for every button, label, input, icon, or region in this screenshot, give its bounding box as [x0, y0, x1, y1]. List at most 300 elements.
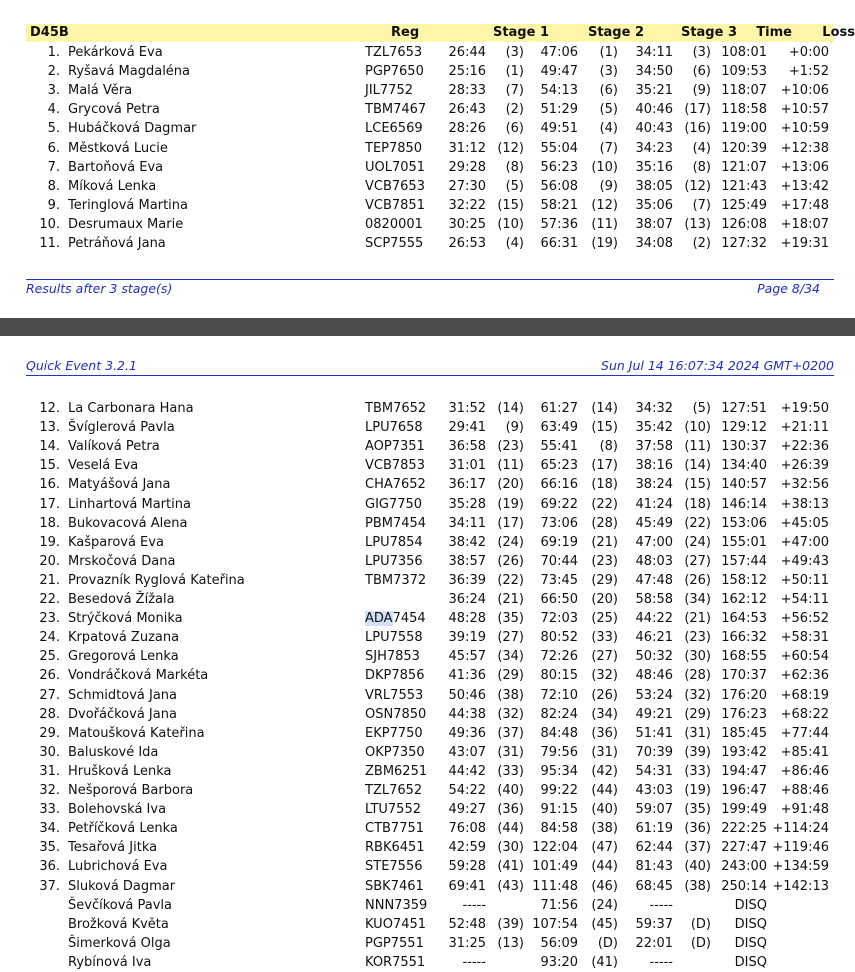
stage3-time: 58:58	[635, 592, 673, 607]
total-time: 176:23	[721, 706, 767, 722]
stage1-position: (35)	[497, 611, 524, 627]
stage3-position: (34)	[684, 592, 711, 607]
stage3-time: 22:01	[635, 935, 673, 951]
stage3-time: 35:16	[635, 159, 673, 175]
stage1-time: 49:27	[448, 802, 486, 818]
competitor-name: Rybínová Iva	[68, 954, 152, 970]
rank: 19.	[39, 534, 60, 550]
total-time: 121:07	[721, 159, 767, 175]
stage3-position: (23)	[684, 630, 711, 646]
competitor-name: Kašparová Eva	[68, 534, 164, 550]
stage3-time: 41:24	[635, 496, 673, 512]
competitor-name: Mrskočová Dana	[68, 553, 176, 569]
competitor-name: Pekárková Eva	[68, 45, 163, 60]
competitor-name: Schmidtová Jana	[68, 687, 178, 703]
time-loss: +18:07	[780, 216, 829, 232]
stage3-position: (10)	[684, 420, 711, 436]
total-time: 250:14	[721, 878, 767, 894]
rank: 6.	[47, 140, 60, 156]
footer-stage-info: Results after 3 stage(s)	[26, 281, 173, 296]
time-loss: +10:57	[780, 102, 829, 118]
total-time: 155:01	[721, 534, 767, 550]
app-version-label: Quick Event 3.2.1	[26, 358, 137, 373]
stage1-position: (22)	[497, 572, 524, 588]
competitor-name: Grycová Petra	[68, 102, 160, 118]
stage1-time: 32:22	[448, 197, 486, 213]
table-row	[0, 437, 855, 456]
registration: VCB7653	[365, 178, 425, 194]
stage1-position: (12)	[497, 140, 524, 156]
rank: 9.	[47, 197, 60, 213]
registration: RBK6451	[365, 840, 425, 856]
stage1-position: (11)	[497, 458, 524, 474]
stage3-position: (35)	[684, 802, 711, 818]
stage1-position: (36)	[497, 802, 524, 818]
total-time: 127:32	[721, 236, 767, 251]
stage1-position: (32)	[497, 706, 524, 722]
total-time: 166:32	[721, 630, 767, 646]
stage1-position: (10)	[497, 216, 524, 232]
competitor-name: Nešporová Barbora	[68, 783, 194, 798]
competitor-name: Šimerková Olga	[68, 935, 171, 951]
registration: PGP7551	[365, 935, 424, 951]
stage3-time: 70:39	[635, 744, 673, 760]
stage3-time: 59:07	[635, 802, 673, 818]
competitor-name: Ševčíková Pavla	[68, 897, 173, 913]
stage3-position: (4)	[692, 140, 711, 156]
total-time: 164:53	[721, 611, 767, 627]
table-row	[0, 418, 855, 437]
rank: 32.	[39, 783, 60, 798]
total-time: 243:00	[721, 859, 767, 875]
registration: UOL7051	[365, 159, 426, 175]
stage2-time: 99:22	[540, 783, 578, 798]
time-loss: +56:52	[780, 611, 829, 627]
rank: 18.	[39, 515, 60, 531]
stage2-position: (44)	[591, 783, 618, 798]
stage3-time: 35:21	[635, 83, 673, 99]
competitor-name: Bolehovská Iva	[68, 802, 167, 818]
rank: 30.	[39, 744, 60, 760]
total-time: DISQ	[734, 954, 767, 970]
table-row	[0, 533, 855, 552]
stage1-position: (31)	[497, 744, 524, 760]
stage1-time: -----	[462, 897, 486, 913]
time-loss: +142:13	[772, 878, 829, 894]
rank: 21.	[39, 572, 60, 588]
stage3-time: 34:08	[635, 236, 673, 251]
stage1-position: (41)	[497, 859, 524, 875]
competitor-name: La Carbonara Hana	[68, 401, 194, 416]
competitor-name: Tesařová Jitka	[68, 840, 158, 856]
registration: DKP7856	[365, 668, 425, 684]
table-row	[0, 896, 855, 915]
table-row	[0, 139, 855, 158]
stage2-time: 56:09	[540, 935, 578, 951]
stage2-position: (22)	[591, 496, 618, 512]
total-time: 199:49	[721, 802, 767, 818]
stage2-position: (29)	[591, 572, 618, 588]
table-row	[0, 177, 855, 196]
stage1-time: 69:41	[448, 878, 486, 894]
stage3-time: 47:48	[635, 572, 673, 588]
total-time: 168:55	[721, 649, 767, 665]
competitor-name: Linhartová Martina	[68, 496, 191, 512]
loss-header: Loss	[822, 25, 855, 40]
competitor-name: Malá Věra	[68, 83, 133, 99]
stage2-time: 72:10	[540, 687, 578, 703]
total-time: 126:08	[721, 216, 767, 232]
stage2-time: 95:34	[540, 763, 578, 779]
stage2-position: (46)	[591, 878, 618, 894]
stage1-time: 26:44	[448, 45, 486, 60]
stage3-position: (26)	[684, 572, 711, 588]
stage2-time: 66:50	[540, 592, 578, 607]
reg-header: Reg	[391, 25, 420, 40]
stage2-time: 122:04	[532, 840, 578, 856]
stage3-time: 81:43	[635, 859, 673, 875]
stage3-time: 44:22	[635, 611, 673, 627]
stage2-time: 63:49	[540, 420, 578, 436]
competitor-name: Sluková Dagmar	[68, 878, 176, 894]
stage2-time: 80:15	[540, 668, 578, 684]
total-time: 125:49	[721, 197, 767, 213]
stage1-position: (37)	[497, 725, 524, 741]
results-page-9	[0, 336, 855, 968]
table-row	[0, 686, 855, 705]
time-loss: +21:11	[780, 420, 829, 436]
stage3-position: (18)	[684, 496, 711, 512]
time-loss: +62:36	[780, 668, 829, 684]
stage1-time: 43:07	[448, 744, 486, 760]
total-time: DISQ	[734, 935, 767, 951]
registration: NNN7359	[365, 897, 428, 913]
print-timestamp: Sun Jul 14 16:07:34 2024 GMT+0200	[601, 358, 834, 373]
stage2-time: 111:48	[532, 878, 578, 894]
stage2-position: (17)	[591, 458, 618, 474]
competitor-name: Strýčková Monika	[68, 611, 183, 627]
registration: LCE6569	[365, 121, 423, 137]
stage3-position: (3)	[692, 45, 711, 60]
registration: TZL7652	[365, 783, 423, 798]
total-time: 120:39	[721, 140, 767, 156]
time-loss: +134:59	[772, 859, 829, 875]
stage1-position: (17)	[497, 515, 524, 531]
stage1-position: (44)	[497, 821, 524, 837]
stage3-position: (40)	[684, 859, 711, 875]
stage2-position: (24)	[591, 897, 618, 913]
stage2-position: (7)	[599, 140, 618, 156]
stage3-time: 59:37	[635, 916, 673, 932]
stage2-position: (28)	[591, 515, 618, 531]
stage2-time: 84:48	[540, 725, 578, 741]
stage2-position: (40)	[591, 802, 618, 818]
stage3-position: (21)	[684, 611, 711, 627]
time-loss: +68:22	[780, 706, 829, 722]
table-row	[0, 877, 855, 896]
stage1-position: (40)	[497, 783, 524, 798]
competitor-name: Lubrichová Eva	[68, 859, 168, 875]
stage3-time: 53:24	[635, 687, 673, 703]
stage3-position: (17)	[684, 102, 711, 118]
competitor-name: Baluskové Ida	[68, 744, 159, 760]
stage2-time: 56:23	[540, 159, 578, 175]
stage2-time: 57:36	[540, 216, 578, 232]
stage1-time: 76:08	[448, 821, 486, 837]
stage3-position: (30)	[684, 649, 711, 665]
time-loss: +45:05	[780, 515, 829, 531]
rank: 27.	[39, 687, 60, 703]
registration: TEP7850	[365, 140, 423, 156]
table-row	[0, 953, 855, 972]
total-time: 162:12	[721, 592, 767, 607]
registration: ADA7454	[365, 611, 426, 627]
rank: 36.	[39, 859, 60, 875]
stage2-position: (41)	[591, 954, 618, 970]
stage2-position: (15)	[591, 420, 618, 436]
total-time: 158:12	[721, 572, 767, 588]
stage1-time: 44:38	[448, 706, 486, 722]
registration: JIL7752	[365, 83, 413, 99]
time-loss: +12:38	[780, 140, 829, 156]
registration: KOR7551	[365, 954, 426, 970]
stage2-position: (38)	[591, 821, 618, 837]
table-row	[0, 762, 855, 781]
stage3-position: (6)	[692, 64, 711, 80]
competitor-name: Míková Lenka	[68, 178, 157, 194]
registration: ZBM6251	[365, 763, 428, 779]
stage3-time: 35:42	[635, 420, 673, 436]
stage2-position: (36)	[591, 725, 618, 741]
stage1-time: 31:25	[448, 935, 486, 951]
time-loss: +0:00	[788, 45, 829, 60]
total-time: 170:37	[721, 668, 767, 684]
stage2-time: 82:24	[540, 706, 578, 722]
stage3-position: (7)	[692, 197, 711, 213]
rank: 8.	[47, 178, 60, 194]
table-row	[0, 838, 855, 857]
competitor-name: Teringlová Martina	[68, 197, 188, 213]
registration: SJH7853	[365, 649, 420, 665]
stage1-position: (26)	[497, 553, 524, 569]
time-loss: +88:46	[780, 783, 829, 798]
time-loss: +19:31	[780, 236, 829, 251]
stage1-time: 30:25	[448, 216, 486, 232]
stage1-position: (6)	[505, 121, 524, 137]
table-row	[0, 705, 855, 724]
table-row	[0, 934, 855, 953]
rank: 26.	[39, 668, 60, 684]
time-loss: +60:54	[780, 649, 829, 665]
stage2-time: 47:06	[540, 45, 578, 60]
time-loss: +68:19	[780, 687, 829, 703]
stage3-position: (19)	[684, 783, 711, 798]
registration: VRL7553	[365, 687, 424, 703]
registration: OKP7350	[365, 744, 425, 760]
stage3-time: 68:45	[635, 878, 673, 894]
time-loss: +114:24	[772, 821, 829, 837]
competitor-name: Petříčková Lenka	[68, 821, 178, 837]
total-time: 127:51	[721, 401, 767, 416]
total-time: 227:47	[721, 840, 767, 856]
stage2-position: (45)	[591, 916, 618, 932]
registration: TZL7653	[365, 45, 423, 60]
time-loss: +77:44	[780, 725, 829, 741]
total-time: 193:42	[721, 744, 767, 760]
rank: 12.	[39, 401, 60, 416]
stage3-position: (27)	[684, 553, 711, 569]
stage3-position: (D)	[690, 916, 711, 932]
stage1-position: (3)	[505, 45, 524, 60]
registration: VCB7853	[365, 458, 425, 474]
stage2-time: 91:15	[540, 802, 578, 818]
stage1-position: (2)	[505, 102, 524, 118]
table-row	[0, 158, 855, 177]
stage3-time: 34:50	[635, 64, 673, 80]
stage1-time: 42:59	[448, 840, 486, 856]
competitor-name: Vondráčková Markéta	[68, 668, 209, 684]
stage2-position: (5)	[599, 102, 618, 118]
total-time: 176:20	[721, 687, 767, 703]
registration: SCP7555	[365, 236, 424, 251]
stage2-time: 66:31	[540, 236, 578, 251]
stage3-position: (33)	[684, 763, 711, 779]
competitor-name: Matyášová Jana	[68, 477, 171, 493]
stage2-position: (19)	[591, 236, 618, 251]
stage2-position: (10)	[591, 159, 618, 175]
stage3-position: (14)	[684, 458, 711, 474]
stage2-time: 49:51	[540, 121, 578, 137]
time-loss: +1:52	[788, 64, 829, 80]
registration: OSN7850	[365, 706, 427, 722]
stage1-time: 31:01	[448, 458, 486, 474]
table-row	[0, 800, 855, 819]
table-row	[0, 666, 855, 685]
stage2-time: 72:26	[540, 649, 578, 665]
stage1-position: (8)	[505, 159, 524, 175]
time-loss: +22:36	[780, 439, 829, 455]
rank: 22.	[39, 592, 60, 607]
stage1-position: (5)	[505, 178, 524, 194]
stage2-time: 66:16	[540, 477, 578, 493]
stage1-time: 54:22	[448, 783, 486, 798]
competitor-name: Dvořáčková Jana	[68, 706, 177, 722]
stage1-header: Stage 1	[492, 25, 549, 40]
competitor-name: Švíglerová Pavla	[68, 420, 175, 436]
rank: 4.	[47, 102, 60, 118]
total-time: 134:40	[721, 458, 767, 474]
stage3-time: 61:19	[635, 821, 673, 837]
stage1-time: 34:11	[448, 515, 486, 531]
stage2-position: (14)	[591, 401, 618, 416]
stage2-time: 69:22	[540, 496, 578, 512]
stage3-time: 34:32	[635, 401, 673, 416]
stage2-position: (3)	[599, 64, 618, 80]
stage2-position: (26)	[591, 687, 618, 703]
time-loss: +13:06	[780, 159, 829, 175]
stage2-position: (11)	[591, 216, 618, 232]
time-loss: +54:11	[780, 592, 829, 607]
stage1-time: 36:58	[448, 439, 486, 455]
registration: LPU7854	[365, 534, 423, 550]
stage1-position: (13)	[497, 935, 524, 951]
competitor-name: Bukovacová Alena	[68, 515, 188, 531]
time-loss: +17:48	[780, 197, 829, 213]
registration: SBK7461	[365, 878, 424, 894]
registration: CTB7751	[365, 821, 425, 837]
stage3-time: 43:03	[635, 783, 673, 798]
category-label: D45B	[30, 25, 69, 40]
stage3-time: 38:05	[635, 178, 673, 194]
registration: KUO7451	[365, 916, 427, 932]
stage1-position: (33)	[497, 763, 524, 779]
stage2-position: (42)	[591, 763, 618, 779]
stage2-time: 55:41	[540, 439, 578, 455]
registration: EKP7750	[365, 725, 423, 741]
stage3-header: Stage 3	[680, 25, 737, 40]
stage1-time: 25:16	[448, 64, 486, 80]
stage3-time: 38:07	[635, 216, 673, 232]
stage2-position: (12)	[591, 197, 618, 213]
time-loss: +47:00	[780, 534, 829, 550]
stage3-time: 40:43	[635, 121, 673, 137]
total-time: 130:37	[721, 439, 767, 455]
stage3-position: (24)	[684, 534, 711, 550]
registration: VCB7851	[365, 197, 425, 213]
competitor-name: Matoušková Kateřina	[68, 725, 205, 741]
stage2-time: 51:29	[540, 102, 578, 118]
rank: 31.	[39, 763, 60, 779]
time-loss: +50:11	[780, 572, 829, 588]
registration: LPU7356	[365, 553, 423, 569]
stage3-time: 51:41	[635, 725, 673, 741]
stage2-position: (32)	[591, 668, 618, 684]
stage1-position: (23)	[497, 439, 524, 455]
time-loss: +58:31	[780, 630, 829, 646]
stage3-time: 47:00	[635, 534, 673, 550]
time-loss: +91:48	[780, 802, 829, 818]
stage1-position: (27)	[497, 630, 524, 646]
rank: 5.	[47, 121, 60, 137]
stage3-time: -----	[649, 954, 673, 970]
stage2-time: 107:54	[532, 916, 578, 932]
stage1-position: (7)	[505, 83, 524, 99]
stage1-time: 59:28	[448, 859, 486, 875]
stage2-time: 80:52	[540, 630, 578, 646]
stage1-position: (43)	[497, 878, 524, 894]
table-row	[0, 628, 855, 647]
stage1-time: 27:30	[448, 178, 486, 194]
stage1-position: (29)	[497, 668, 524, 684]
table-row	[0, 609, 855, 628]
stage1-position: (19)	[497, 496, 524, 512]
stage1-time: 29:41	[448, 420, 486, 436]
stage1-time: 45:57	[448, 649, 486, 665]
table-row	[0, 647, 855, 666]
stage2-time: 79:56	[540, 744, 578, 760]
time-loss: +19:50	[780, 401, 829, 416]
stage2-position: (47)	[591, 840, 618, 856]
registration: GIG7750	[365, 496, 423, 512]
stage3-time: 62:44	[635, 840, 673, 856]
stage1-time: 38:42	[448, 534, 486, 550]
time-loss: +13:42	[780, 178, 829, 194]
stage3-time: 48:46	[635, 668, 673, 684]
table-row	[0, 456, 855, 475]
stage1-time: 52:48	[448, 916, 486, 932]
stage3-time: 38:16	[635, 458, 673, 474]
stage1-time: 26:53	[448, 236, 486, 251]
